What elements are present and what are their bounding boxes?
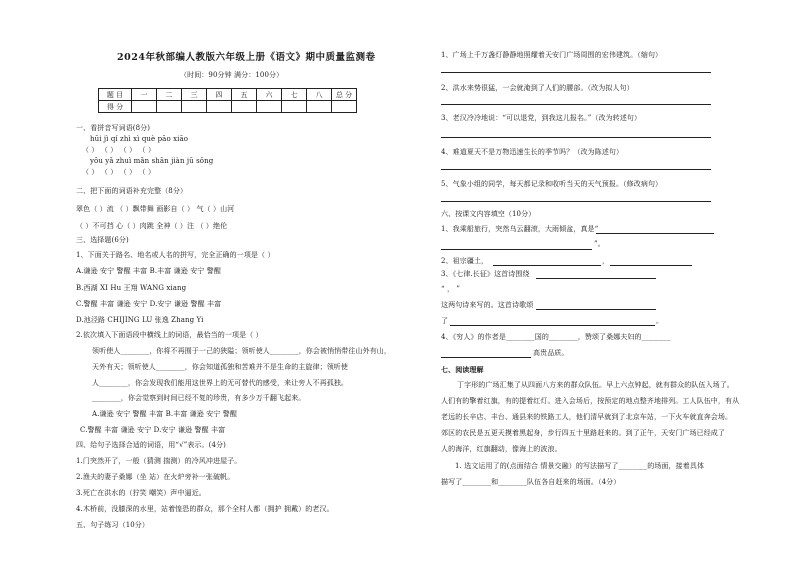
score-input-cell[interactable]: [282, 101, 307, 113]
recite-3: 3、《七律.长征》这首诗围绕: [441, 270, 530, 278]
sentence-q3: 3、老汉冷冷地说：“可以退党，到我这儿报名。”（改为转述句）: [441, 114, 642, 122]
exam-title: 2024年秋部编人教版六年级上册《语文》期中质量监测卷: [117, 52, 376, 63]
answer-line[interactable]: [441, 357, 531, 358]
score-input-cell[interactable]: [257, 101, 282, 113]
passage-line: 人________，你会发现我们能用这世界上的无可替代的感受，来让旁人不再孤独。: [92, 379, 348, 387]
table-cell: 四: [207, 89, 232, 101]
passage-line: 天外有天；领听使人________，你会知道孤独和苦难并不是生命的主旋律；领听使: [92, 363, 348, 371]
answer-line[interactable]: [441, 137, 711, 138]
sentence-q2: 2、洪水来势很猛，一会就淹到了人们的腰部。（改为拟人句）: [441, 84, 634, 92]
sentence-q5: 5、气象小组的同学，每天都记录和收听当天的天气预报。（修改病句）: [441, 180, 663, 188]
recite-3-end: 。: [656, 317, 664, 325]
table-cell: 七: [282, 89, 307, 101]
option-d[interactable]: D.池泾路 CHIJING LU 张逸 Zhang Yi: [76, 316, 204, 324]
section-6-heading: 六、按课文内容填空（10分）: [441, 210, 536, 218]
score-input-cell[interactable]: [132, 101, 157, 113]
fill-words-line-1[interactable]: 翠色（ ）流 （ ）飘带舞 画影自（ ） 气（ ）山河: [76, 205, 235, 213]
recite-3-quote[interactable]: “ ， ”: [441, 285, 461, 293]
reading-passage-line: 郊区的农民是五更天摸着黑起身，步行四五十里路赶来的。到了正午，天安门广场已经成了: [441, 429, 725, 437]
answer-line[interactable]: [441, 201, 711, 202]
recite-1: 1、我乘船旅行，突然乌云翻滚，大雨倾盆，真是“: [441, 225, 599, 233]
answer-line[interactable]: [536, 278, 656, 279]
answer-line[interactable]: [610, 265, 692, 266]
passage-line: 领听使人________，你将不再囿于一己的狭隘；领听使人________，你会被悄悄带往山外有山，: [92, 347, 391, 355]
option-row-cd[interactable]: C.警醒 丰富 谦逊 安宁 D.安宁 谦逊 警醒 丰富: [80, 426, 226, 434]
score-input-cell[interactable]: [182, 101, 207, 113]
table-cell: 一: [132, 89, 157, 101]
word-choice-4[interactable]: 4.木桥前，没膝深的水里，站着惶恐的群众，那个全村人都（拥护 拥戴）的老汉。: [76, 505, 334, 513]
table-cell: 总 分: [332, 89, 357, 101]
option-c[interactable]: C.警醒 丰富 谦逊 安宁 D.安宁 谦逊 警醒 丰富: [76, 300, 222, 308]
recite-3-c: 了: [441, 317, 449, 325]
reading-passage-line: 人的海洋，红旗翻动，像海上的波浪。: [441, 445, 562, 453]
table-cell: 八: [307, 89, 332, 101]
recite-1-end: ”。: [594, 240, 605, 248]
table-cell: 六: [257, 89, 282, 101]
table-cell: 题 目: [99, 89, 132, 101]
answer-line[interactable]: [596, 233, 714, 234]
score-header-row: [99, 89, 357, 101]
table-cell: 五: [232, 89, 257, 101]
answer-line[interactable]: [441, 169, 711, 170]
reading-passage-line: 丁字形的广场汇集了从四面八方来的群众队伍。早上六点钟起，就有群众的队伍入场了。: [457, 381, 734, 389]
word-choice-2[interactable]: 2.渔夫的妻子桑娜（坐 站）在火炉旁补一张破帆。: [76, 473, 235, 481]
option-a[interactable]: A.谦逊 安宁 警醒 丰富 B.丰富 谦逊 安宁 警醒: [76, 267, 221, 275]
word-choice-1[interactable]: 1.门突然开了，一般（猜测 揣测）的冷风冲进屋子。: [76, 457, 242, 465]
table-cell: 得 分: [99, 101, 132, 113]
answer-line[interactable]: [536, 309, 656, 310]
score-value-row: [99, 101, 357, 113]
section-4-heading: 四、给句子选择合适的词语，用“√”表示。(4分): [76, 441, 226, 449]
answer-line[interactable]: [493, 265, 601, 266]
reading-passage-line: 老远的长辛店、丰台、通县来的铁路工人，他们清早就到了北京车站，一下火车就直奔会场。: [441, 413, 733, 421]
recite-2-comma: ，: [602, 257, 610, 265]
recite-4[interactable]: 4、《穷人》的作者是________国的________，赞颂了桑娜夫妇的________: [441, 333, 671, 341]
section-1-heading: 一、看拼音写词语(8分): [76, 124, 151, 132]
answer-line[interactable]: [450, 325, 655, 326]
section-7-heading: 七、阅读理解: [441, 365, 484, 374]
section-2-heading: 二、把下面的词语补充完整（8分）: [76, 187, 188, 195]
reading-question-1b[interactable]: 描写了________和________队伍各自赶来的场面。（4分）: [441, 478, 621, 486]
score-input-cell[interactable]: [232, 101, 257, 113]
score-input-cell[interactable]: [157, 101, 182, 113]
recite-2: 2、祖宗疆土，: [441, 257, 489, 265]
question-3-1: 1、下面关于路名、地名或人名的拼写，完全正确的一项是（ ）: [76, 251, 275, 259]
recite-4-end: 高贵品质。: [533, 349, 569, 357]
question-3-2: 2.依次填入下面语段中横线上的词语，最恰当的一项是（ ）: [76, 331, 263, 339]
answer-parens-row-1[interactable]: （ ） （ ） （ ） （ ）: [82, 146, 156, 154]
score-table: [98, 88, 357, 113]
pinyin-row-2: yōu yǎ zhuì mǎn shān jiàn jū sǒng: [90, 157, 214, 165]
word-choice-3[interactable]: 3.死亡在洪水的（狞笑 嘲笑）声中逼近。: [76, 489, 206, 497]
score-input-cell[interactable]: [332, 101, 357, 113]
recite-3-b: 这两句诗来写的。这首诗歌颂: [441, 301, 534, 309]
answer-parens-row-2[interactable]: （ ） （ ） （ ） （ ）: [82, 168, 156, 176]
answer-line[interactable]: [441, 249, 592, 250]
exam-subtitle: （时间：90分钟 满分：100分）: [180, 71, 284, 79]
reading-question-1[interactable]: 1. 选文运用了的(点面结合 情景交融）的写法描写了________的场面，接着具体: [455, 462, 705, 470]
answer-line[interactable]: [441, 72, 711, 73]
fill-words-line-2[interactable]: （ ）不可挡 心（ ）肉跳 全神（ ）注 （ ）绝伦: [76, 222, 228, 230]
reading-passage-line: 人们有的擎着红旗，有的提着红灯。进入会场后，按预定的地点整齐地排列。工人队伍中，有从: [441, 397, 740, 405]
answer-line[interactable]: [441, 104, 711, 105]
option-b[interactable]: B.西湖 XI Hu 王翔 WANG xiang: [76, 284, 187, 292]
option-row-ab[interactable]: A.谦逊 安宁 警醒 丰富 B.丰富 谦逊 安宁 警醒: [92, 410, 237, 418]
table-cell: 二: [157, 89, 182, 101]
table-cell: 三: [182, 89, 207, 101]
sentence-q1: 1、广场上千万盏灯静静地照耀着天安门广场周围的宏伟建筑。（缩句）: [441, 51, 663, 59]
section-5-heading: 五、句子练习（10分）: [76, 521, 150, 529]
score-input-cell[interactable]: [207, 101, 232, 113]
sentence-q4: 4、难道夏天不是万物迅速生长的季节吗？（改为陈述句）: [441, 148, 624, 156]
passage-line: ________，你会觉察到时间已经不复的珍贵，有多少万千翻飞起来。: [92, 394, 306, 402]
score-input-cell[interactable]: [307, 101, 332, 113]
section-3-heading: 三、选择题(6分): [76, 236, 129, 244]
pinyin-row-1: hūi jì qí zhì xì què pāo xiāo: [90, 135, 189, 143]
